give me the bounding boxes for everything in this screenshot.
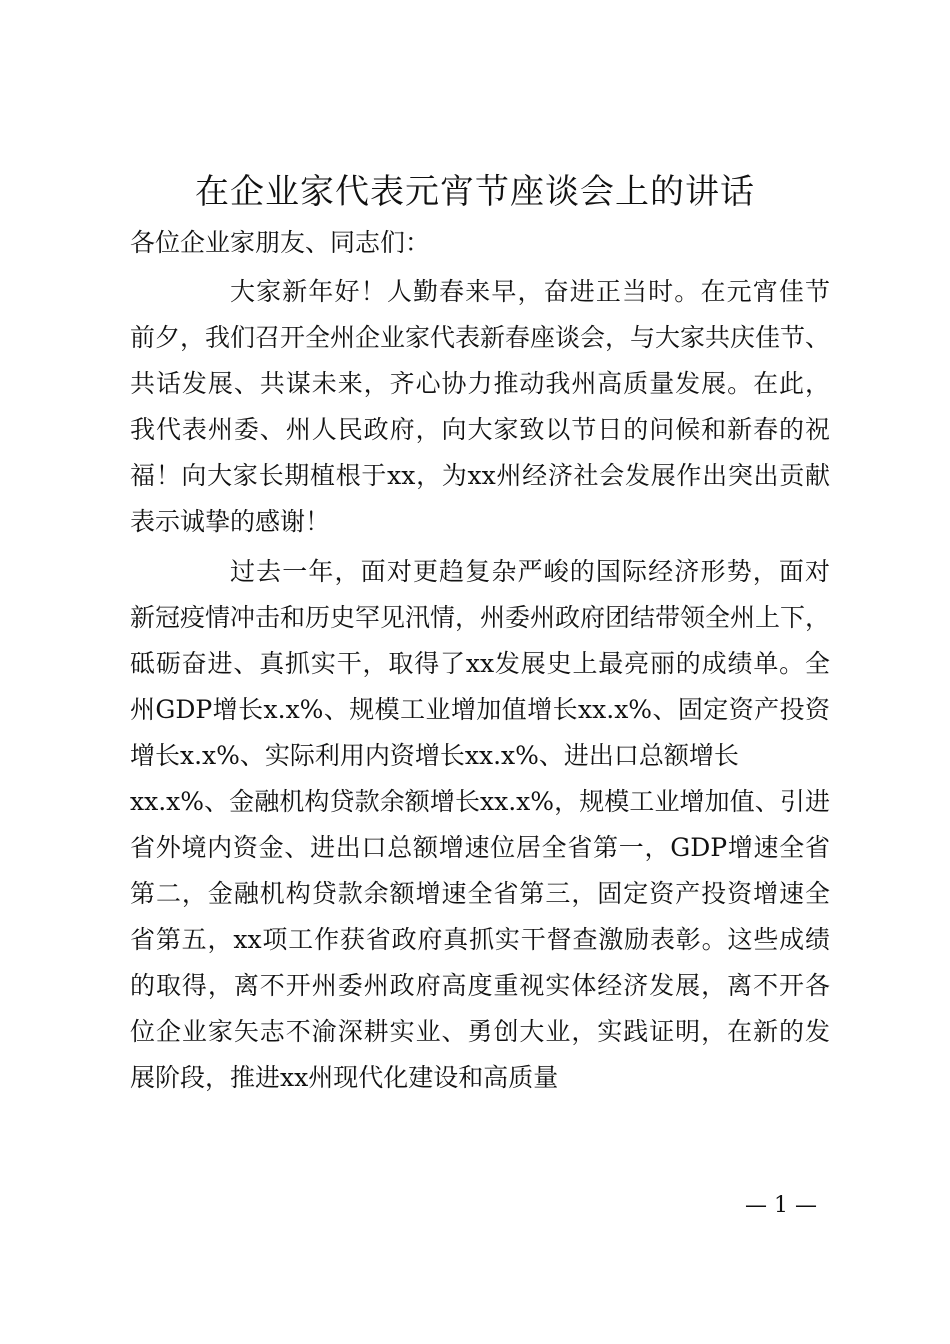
text-line: 我代表州委、州人民政府，向大家致以节日的问候和新春的祝 <box>130 415 830 444</box>
text-line: 砥砺奋进、真抓实干，取得了xx发展史上最亮丽的成绩单。全 <box>130 649 830 678</box>
salutation: 各位企业家朋友、同志们： <box>130 228 431 257</box>
text-line: 州GDP增长x.x%、规模工业增加值增长xx.x%、固定资产投资 <box>130 695 830 724</box>
text-line: 过去一年，面对更趋复杂严峻的国际经济形势，面对 <box>230 557 830 586</box>
text-line: 前夕，我们召开全州企业家代表新春座谈会，与大家共庆佳节、 <box>130 323 830 352</box>
text-line: 增长x.x%、实际利用内资增长xx.x%、进出口总额增长 <box>130 741 739 770</box>
paragraph-2 <box>130 549 830 1101</box>
text-line: xx.x%、金融机构贷款余额增长xx.x%，规模工业增加值、引进 <box>130 787 830 816</box>
text-line: 第二，金融机构贷款余额增速全省第三，固定资产投资增速全 <box>130 879 830 908</box>
text-line: 的取得，离不开州委州政府高度重视实体经济发展，离不开各 <box>130 971 830 1000</box>
text-line: 大家新年好！人勤春来早，奋进正当时。在元宵佳节 <box>230 277 830 306</box>
text-line: 表示诚挚的感谢！ <box>130 507 331 536</box>
text-line: 省第五，xx项工作获省政府真抓实干督查激励表彰。这些成绩 <box>130 925 830 954</box>
page-title: 在企业家代表元宵节座谈会上的讲话 <box>195 172 755 212</box>
speech-body <box>130 269 830 1101</box>
text-line: 展阶段，推进xx州现代化建设和高质量 <box>130 1063 559 1092</box>
text-line: 共话发展、共谋未来，齐心协力推动我州高质量发展。在此， <box>130 369 830 398</box>
text-line: 位企业家矢志不渝深耕实业、勇创大业，实践证明，在新的发 <box>130 1017 830 1046</box>
page-number: — 1 — <box>745 1193 817 1218</box>
text-line: 新冠疫情冲击和历史罕见汛情，州委州政府团结带领全州上下， <box>130 603 830 632</box>
text-line: 省外境内资金、进出口总额增速位居全省第一，GDP增速全省 <box>130 833 830 862</box>
paragraph-1 <box>130 269 830 545</box>
text-line: 福！向大家长期植根于xx，为xx州经济社会发展作出突出贡献 <box>130 461 830 490</box>
